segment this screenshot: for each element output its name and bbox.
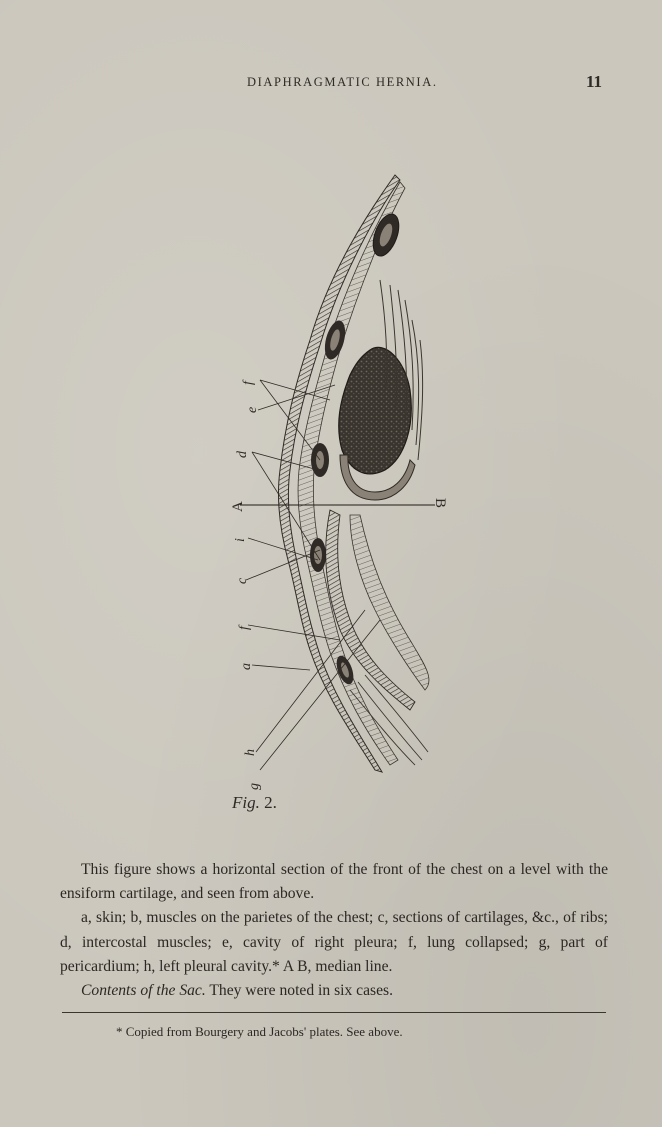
label-i: i <box>233 538 248 542</box>
anatomical-figure <box>200 170 460 820</box>
figure-caption <box>232 793 277 813</box>
label-B: B <box>432 498 448 509</box>
label-g: g <box>247 783 262 790</box>
label-d: d <box>235 451 250 458</box>
label-a: a <box>239 663 254 670</box>
pleural-cavity <box>326 510 415 710</box>
paragraph-legend: a, skin; b, muscles on the parietes of the chest; c, sections of cartilages, &c., of ribs; d, intercostal muscles; e, cavity of right pleura; f, lung collapsed; g, part of pericardium; h, left pleural cavity.* A B, median line. <box>60 909 608 975</box>
contents-heading: Contents of the Sac. <box>81 982 206 1000</box>
figure-caption-prefix: Fig. <box>232 793 260 812</box>
running-head <box>0 72 662 92</box>
label-f-bottom: f <box>237 626 252 630</box>
paragraph-contents <box>60 979 608 1003</box>
contents-text: They were noted in six cases. <box>205 982 393 1000</box>
footnote: * Copied from Bourgery and Jacobs' plates. See above. <box>116 1024 403 1039</box>
body-text <box>60 858 608 1003</box>
label-A: A <box>230 501 246 512</box>
label-h: h <box>243 749 258 756</box>
label-f-top: f <box>241 381 256 385</box>
footnote-rule <box>62 1012 606 1013</box>
running-head-title: DIAPHRAGMATIC HERNIA. <box>247 75 438 89</box>
label-e: e <box>245 406 260 413</box>
paragraph-description: This figure shows a horizontal section of the front of the chest on a level with the ensiform cartilage, and seen from above. <box>60 861 608 903</box>
figure-caption-number: 2. <box>264 793 277 812</box>
collapsed-lung <box>339 347 412 474</box>
label-c: c <box>235 577 250 584</box>
page-number: 11 <box>586 72 603 91</box>
